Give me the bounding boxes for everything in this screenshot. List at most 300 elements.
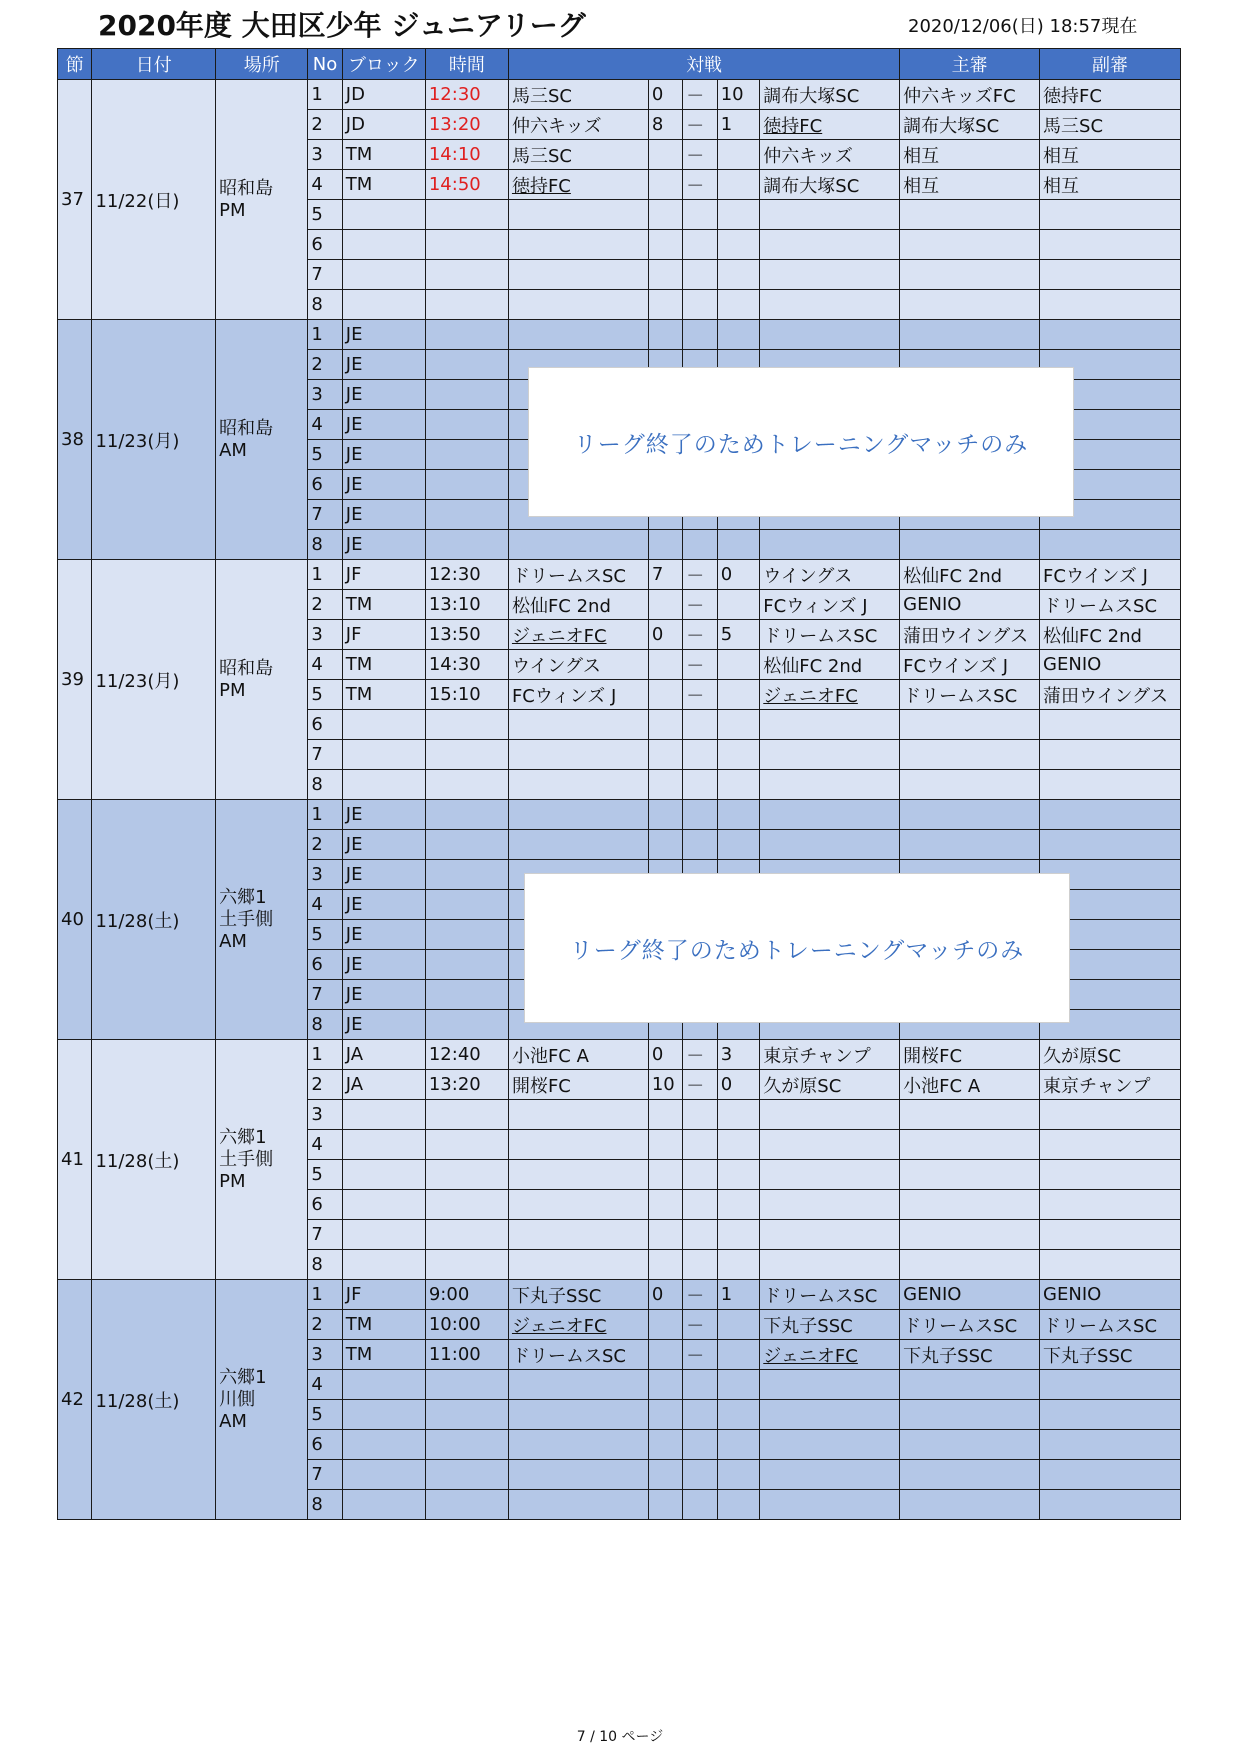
away-team-name: ジェニオFC: [763, 685, 858, 707]
block-cell: [342, 1100, 425, 1130]
home-team: [508, 680, 648, 710]
sub-referee-cell: [1040, 710, 1181, 740]
block-cell: TM: [342, 590, 425, 620]
match-no: 8: [308, 1250, 342, 1280]
time-cell: 14:10: [425, 140, 508, 170]
match-no: 6: [308, 710, 342, 740]
home-team: [508, 1310, 648, 1340]
away-team: [760, 710, 900, 740]
home-team: [508, 1160, 648, 1190]
sub-referee-cell: 松仙FC 2nd: [1040, 620, 1181, 650]
home-team: [508, 770, 648, 800]
sub-referee-cell: [1040, 1220, 1181, 1250]
time-cell: 13:20: [425, 110, 508, 140]
score-dash: [683, 200, 717, 230]
away-team: [760, 1340, 900, 1370]
home-score: 7: [648, 560, 682, 590]
match-no: 1: [308, 80, 342, 110]
block-cell: TM: [342, 140, 425, 170]
date-cell: 11/28(土): [92, 1040, 216, 1280]
match-no: 3: [308, 620, 342, 650]
match-no: 2: [308, 1310, 342, 1340]
home-team-name: ジェニオFC: [511, 1315, 607, 1337]
date-cell: 11/28(土): [92, 1280, 216, 1520]
block-cell: JE: [342, 440, 425, 470]
date-cell: 11/22(日): [92, 80, 216, 320]
home-score: [648, 1100, 682, 1130]
away-score: [717, 1220, 760, 1250]
score-dash: [683, 740, 717, 770]
score-dash: [683, 1430, 717, 1460]
referee-cell: [900, 1250, 1040, 1280]
away-score: [717, 680, 760, 710]
home-score: [648, 740, 682, 770]
away-team: [760, 110, 900, 140]
sub-referee-cell: [1040, 260, 1181, 290]
home-score: [648, 590, 682, 620]
place-line: PM: [219, 199, 246, 221]
away-score: 0: [717, 560, 760, 590]
home-team: [508, 200, 648, 230]
sub-referee-cell: 相互: [1040, 170, 1181, 200]
referee-cell: ドリームスSC: [900, 680, 1040, 710]
block-cell: [342, 1220, 425, 1250]
score-dash: －: [683, 560, 717, 590]
block-cell: [342, 1130, 425, 1160]
sub-referee-cell: [1040, 770, 1181, 800]
home-team: [508, 650, 648, 680]
score-dash: －: [683, 1310, 717, 1340]
place-cell: [216, 1040, 308, 1280]
block-cell: TM: [342, 170, 425, 200]
referee-cell: [900, 1490, 1040, 1520]
score-dash: －: [683, 170, 717, 200]
sub-referee-cell: [1040, 1490, 1181, 1520]
block-cell: JF: [342, 620, 425, 650]
place-line: PM: [219, 679, 246, 701]
away-team-name: 仲六キッズ: [763, 145, 853, 167]
setsu-cell: 42: [58, 1280, 92, 1520]
home-team: [508, 170, 648, 200]
time-cell: [425, 1460, 508, 1490]
place-line: 昭和島: [219, 177, 274, 199]
block-cell: JE: [342, 950, 425, 980]
home-team: [508, 260, 648, 290]
block-cell: JE: [342, 920, 425, 950]
referee-cell: [900, 1100, 1040, 1130]
place-line: 六郷1: [219, 1366, 267, 1388]
block-cell: TM: [342, 1310, 425, 1340]
away-team: [760, 770, 900, 800]
sub-referee-cell: [1040, 1370, 1181, 1400]
away-team: [760, 560, 900, 590]
home-score: [648, 710, 682, 740]
score-dash: [683, 1220, 717, 1250]
away-score: [717, 1460, 760, 1490]
sub-referee-cell: 東京チャンプ: [1040, 1070, 1181, 1100]
home-team: [508, 530, 648, 560]
referee-cell: [900, 1460, 1040, 1490]
away-score: [717, 230, 760, 260]
home-team: [508, 740, 648, 770]
score-dash: [683, 530, 717, 560]
home-team-name: ウイングス: [511, 655, 601, 677]
setsu-cell: 41: [58, 1040, 92, 1280]
score-dash: －: [683, 1340, 717, 1370]
referee-cell: GENIO: [900, 1280, 1040, 1310]
block-cell: [342, 1160, 425, 1190]
home-score: [648, 1160, 682, 1190]
referee-cell: [900, 1370, 1040, 1400]
home-team: [508, 140, 648, 170]
header-date: 日付: [92, 49, 216, 80]
away-team: [760, 800, 900, 830]
away-team: [760, 1490, 900, 1520]
home-team: [508, 1340, 648, 1370]
match-no: 6: [308, 1430, 342, 1460]
match-no: 3: [308, 380, 342, 410]
sub-referee-cell: [1040, 800, 1181, 830]
away-score: [717, 200, 760, 230]
home-team: [508, 590, 648, 620]
place-line: PM: [219, 1170, 246, 1192]
block-cell: [342, 770, 425, 800]
block-cell: JD: [342, 110, 425, 140]
away-team: [760, 1430, 900, 1460]
away-team: [760, 200, 900, 230]
away-score: [717, 740, 760, 770]
home-team: [508, 80, 648, 110]
home-score: [648, 140, 682, 170]
home-team: [508, 230, 648, 260]
home-team: [508, 320, 648, 350]
score-dash: [683, 770, 717, 800]
match-no: 4: [308, 650, 342, 680]
home-score: 0: [648, 1280, 682, 1310]
block-cell: JE: [342, 830, 425, 860]
away-team-name: 松仙FC 2nd: [763, 655, 863, 677]
away-team-name: 久が原SC: [763, 1075, 842, 1097]
score-dash: [683, 800, 717, 830]
away-team-name: 調布大塚SC: [763, 175, 860, 197]
match-no: 4: [308, 170, 342, 200]
away-score: [717, 1490, 760, 1520]
home-team: [508, 1220, 648, 1250]
away-score: [717, 140, 760, 170]
time-cell: [425, 950, 508, 980]
score-dash: －: [683, 680, 717, 710]
sub-referee-cell: [1040, 830, 1181, 860]
time-cell: [425, 350, 508, 380]
sub-referee-cell: [1040, 530, 1181, 560]
home-score: [648, 1130, 682, 1160]
referee-cell: [900, 1400, 1040, 1430]
sub-referee-cell: 蒲田ウイングス: [1040, 680, 1181, 710]
block-cell: JE: [342, 800, 425, 830]
sub-referee-cell: GENIO: [1040, 1280, 1181, 1310]
score-dash: [683, 1250, 717, 1280]
match-no: 6: [308, 950, 342, 980]
header-setsu: 節: [58, 49, 92, 80]
match-no: 7: [308, 1220, 342, 1250]
sub-referee-cell: ドリームスSC: [1040, 1310, 1181, 1340]
block-cell: JE: [342, 530, 425, 560]
block-cell: JE: [342, 1010, 425, 1040]
away-team-name: ドリームスSC: [763, 1285, 878, 1307]
match-no: 6: [308, 230, 342, 260]
home-score: 10: [648, 1070, 682, 1100]
away-score: [717, 650, 760, 680]
match-no: 5: [308, 1160, 342, 1190]
score-dash: [683, 1490, 717, 1520]
home-team-name: 松仙FC 2nd: [511, 595, 611, 617]
sub-referee-cell: [1040, 1460, 1181, 1490]
home-score: [648, 1190, 682, 1220]
referee-cell: [900, 230, 1040, 260]
sub-referee-cell: [1040, 1430, 1181, 1460]
block-cell: JF: [342, 1280, 425, 1310]
block-cell: [342, 1370, 425, 1400]
block-cell: [342, 740, 425, 770]
home-score: [648, 1370, 682, 1400]
time-cell: [425, 260, 508, 290]
home-team: [508, 1280, 648, 1310]
time-cell: [425, 290, 508, 320]
away-team: [760, 1160, 900, 1190]
home-team-name: 下丸子SSC: [511, 1285, 602, 1307]
time-cell: [425, 1130, 508, 1160]
home-score: [648, 290, 682, 320]
away-score: [717, 1100, 760, 1130]
date-cell: 11/23(月): [92, 320, 216, 560]
place-line: 昭和島: [219, 657, 274, 679]
block-cell: JE: [342, 380, 425, 410]
time-cell: [425, 1490, 508, 1520]
away-team: [760, 680, 900, 710]
away-score: [717, 320, 760, 350]
referee-cell: [900, 1130, 1040, 1160]
place-line: 六郷1: [219, 1126, 267, 1148]
score-dash: [683, 1460, 717, 1490]
time-cell: [425, 800, 508, 830]
away-score: [717, 1310, 760, 1340]
away-team: [760, 320, 900, 350]
sub-referee-cell: [1040, 1400, 1181, 1430]
time-cell: 9:00: [425, 1280, 508, 1310]
referee-cell: [900, 1160, 1040, 1190]
away-score: 1: [717, 110, 760, 140]
referee-cell: [900, 1430, 1040, 1460]
home-team: [508, 1190, 648, 1220]
block-cell: JE: [342, 350, 425, 380]
home-score: [648, 1340, 682, 1370]
time-cell: [425, 380, 508, 410]
time-cell: 14:30: [425, 650, 508, 680]
time-cell: 13:50: [425, 620, 508, 650]
time-cell: 12:30: [425, 80, 508, 110]
away-team: [760, 740, 900, 770]
away-team: [760, 80, 900, 110]
home-score: [648, 1460, 682, 1490]
away-score: 10: [717, 80, 760, 110]
time-cell: 12:30: [425, 560, 508, 590]
home-score: [648, 170, 682, 200]
place-cell: [216, 800, 308, 1040]
referee-cell: 相互: [900, 170, 1040, 200]
score-dash: [683, 1190, 717, 1220]
referee-cell: 下丸子SSC: [900, 1340, 1040, 1370]
away-team: [760, 530, 900, 560]
block-cell: JE: [342, 980, 425, 1010]
match-no: 8: [308, 770, 342, 800]
home-score: [648, 1400, 682, 1430]
away-team: [760, 1370, 900, 1400]
home-score: [648, 260, 682, 290]
time-cell: [425, 1160, 508, 1190]
away-score: [717, 1130, 760, 1160]
referee-cell: [900, 800, 1040, 830]
block-cell: JE: [342, 320, 425, 350]
away-team: [760, 290, 900, 320]
sub-referee-cell: [1040, 290, 1181, 320]
place-cell: [216, 1280, 308, 1520]
away-team: [760, 620, 900, 650]
score-dash: [683, 1370, 717, 1400]
referee-cell: [900, 530, 1040, 560]
block-cell: [342, 290, 425, 320]
home-team-name: ドリームスSC: [511, 565, 626, 587]
block-cell: TM: [342, 680, 425, 710]
match-no: 6: [308, 470, 342, 500]
home-team: [508, 710, 648, 740]
time-cell: [425, 230, 508, 260]
match-no: 4: [308, 410, 342, 440]
time-cell: [425, 1190, 508, 1220]
home-score: [648, 1310, 682, 1340]
away-score: [717, 1400, 760, 1430]
header-referee: 主審: [900, 49, 1040, 80]
time-cell: [425, 980, 508, 1010]
referee-cell: ドリームスSC: [900, 1310, 1040, 1340]
match-no: 5: [308, 1400, 342, 1430]
block-cell: [342, 1460, 425, 1490]
away-score: [717, 800, 760, 830]
away-score: [717, 1160, 760, 1190]
block-cell: JE: [342, 860, 425, 890]
away-team-name: 調布大塚SC: [763, 85, 860, 107]
block-cell: JF: [342, 560, 425, 590]
place-line: 土手側: [219, 1148, 274, 1170]
block-cell: [342, 1250, 425, 1280]
match-no: 3: [308, 860, 342, 890]
home-score: [648, 230, 682, 260]
home-score: 0: [648, 1040, 682, 1070]
match-no: 5: [308, 680, 342, 710]
match-no: 1: [308, 560, 342, 590]
match-no: 3: [308, 1340, 342, 1370]
place-cell: [216, 80, 308, 320]
away-team: [760, 260, 900, 290]
sub-referee-cell: GENIO: [1040, 650, 1181, 680]
sub-referee-cell: [1040, 1130, 1181, 1160]
away-score: [717, 1340, 760, 1370]
date-cell: 11/28(土): [92, 800, 216, 1040]
home-team: [508, 830, 648, 860]
home-team: [508, 800, 648, 830]
place-cell: [216, 320, 308, 560]
score-dash: [683, 830, 717, 860]
referee-cell: [900, 200, 1040, 230]
block-cell: [342, 230, 425, 260]
place-line: 昭和島: [219, 417, 274, 439]
training-notice: リーグ終了のためトレーニングマッチのみ: [528, 367, 1074, 517]
sub-referee-cell: 相互: [1040, 140, 1181, 170]
time-cell: 12:40: [425, 1040, 508, 1070]
match-no: 5: [308, 920, 342, 950]
time-cell: [425, 470, 508, 500]
match-no: 7: [308, 740, 342, 770]
sub-referee-cell: [1040, 1100, 1181, 1130]
match-no: 1: [308, 320, 342, 350]
block-cell: JE: [342, 410, 425, 440]
away-team-name: ジェニオFC: [763, 1345, 858, 1367]
place-line: 土手側: [219, 908, 274, 930]
home-team-name: 馬三SC: [511, 85, 572, 107]
home-team: [508, 1460, 648, 1490]
score-dash: [683, 1400, 717, 1430]
header-block: ブロック: [342, 49, 425, 80]
block-cell: [342, 1430, 425, 1460]
away-team: [760, 1070, 900, 1100]
home-score: [648, 1250, 682, 1280]
score-dash: [683, 1130, 717, 1160]
away-score: [717, 1430, 760, 1460]
sub-referee-cell: [1040, 200, 1181, 230]
header-place: 場所: [216, 49, 308, 80]
block-cell: [342, 260, 425, 290]
place-line: 川側: [219, 1388, 256, 1410]
header-no: No: [308, 49, 342, 80]
score-dash: －: [683, 1070, 717, 1100]
time-cell: 13:20: [425, 1070, 508, 1100]
home-team-name: 徳持FC: [511, 175, 571, 197]
match-no: 6: [308, 1190, 342, 1220]
referee-cell: FCウインズ J: [900, 650, 1040, 680]
match-no: 7: [308, 980, 342, 1010]
score-dash: [683, 320, 717, 350]
home-score: [648, 770, 682, 800]
match-no: 8: [308, 290, 342, 320]
match-no: 4: [308, 1370, 342, 1400]
block-cell: TM: [342, 650, 425, 680]
place-cell: [216, 560, 308, 800]
training-notice: リーグ終了のためトレーニングマッチのみ: [524, 873, 1070, 1023]
block-cell: JA: [342, 1040, 425, 1070]
header-time: 時間: [425, 49, 508, 80]
referee-cell: [900, 710, 1040, 740]
match-no: 2: [308, 1070, 342, 1100]
time-cell: [425, 410, 508, 440]
time-cell: 13:10: [425, 590, 508, 620]
time-cell: [425, 1010, 508, 1040]
page-number: 7 / 10 ページ: [576, 1729, 664, 1745]
score-dash: [683, 1100, 717, 1130]
score-dash: [683, 230, 717, 260]
setsu-cell: 38: [58, 320, 92, 560]
score-dash: [683, 1160, 717, 1190]
away-team: [760, 1460, 900, 1490]
page-title: 2020年度 大田区少年 ジュニアリーグ: [98, 9, 586, 42]
